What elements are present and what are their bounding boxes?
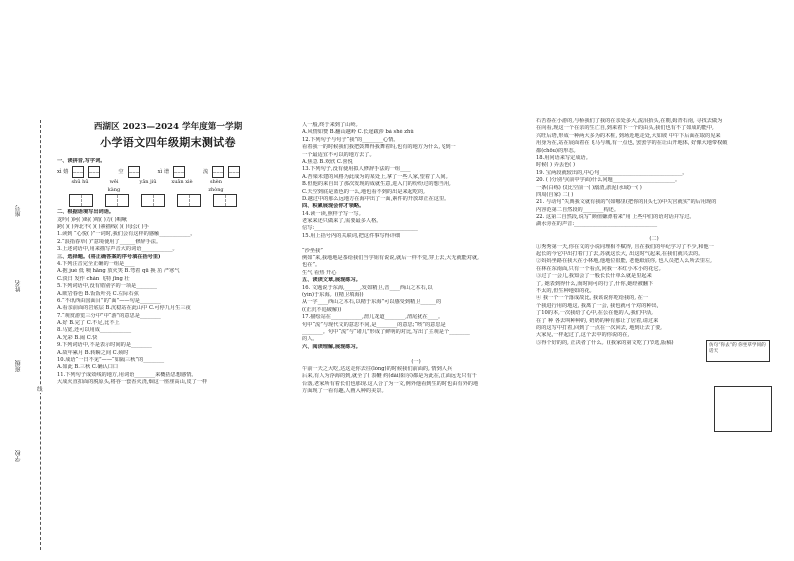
col2-text-line: ________。句中“流”与“诸儿”形成了鲜明的对比,写出了主观是个________: [302, 328, 470, 335]
col1-text-line: 大成火直扣面的脱原头,将谷一套香火浇,烟这一座座高山,皮了一样: [57, 379, 208, 386]
col2-text-line: 方面现了一看有趣,人画入种的美景。: [302, 388, 387, 395]
column-2: [302, 122, 530, 395]
col2-text-line: 老家来还只做来了,需要最多人格。: [302, 218, 382, 225]
col2-text-line: 人一般,终于来到了山岭。: [302, 122, 361, 128]
write-box[interactable]: [128, 166, 140, 178]
col2-text-line: 一个最适宜不可以的地方去了。: [302, 151, 375, 158]
section-2-heading: 二、根据语境写出词语。: [57, 209, 115, 216]
col3-text-line: 的的这写中打着,回到了一点在一次回去, 地到让去了要,: [536, 324, 662, 331]
col2-text-line: 也在”。: [302, 262, 321, 269]
write-box[interactable]: [88, 166, 100, 178]
col1-text-line: A.欧岩春色 B.饭饭叶亮 C.左际石弦: [57, 290, 139, 297]
col2-text-line: A.风情如赞 B.翻山越岭 C.长途跋涉 bá shè zhǔ: [302, 129, 414, 136]
col1-text-line: 跨( )( )奔北不( )( )素描线( )( )母公( )手: [57, 223, 149, 230]
col2-text-line: 例如“来,我地地是茶给我们当学姐有说说,就后一样不觉,穿上去,大无就能对就,: [302, 255, 479, 262]
col2-text-line: 14.读一读,照样子写一写。: [302, 210, 364, 217]
name-label: 姓名: [15, 280, 22, 292]
annotation-box: [706, 340, 770, 362]
col1-text-line: 7.“观赏游览三分中”中“游”的意思是________: [57, 312, 161, 319]
dict-item: xì 嬉: [57, 168, 69, 175]
col3-text-line: ⑤得个好的的, 正决者了什么。((我家的第文吃了)节选,版稿): [536, 339, 674, 346]
col3-text-line: 了, 她表到得什么,而时间可的行了,什你,她经被翻下: [536, 280, 654, 287]
col2-text-line: 16. 文题说于东海,______,发如精卫,晋____西山之木石,以: [302, 284, 433, 291]
col3-text-line: ④ 我一个一个落成故比, 我该说你吃给我的, 在一: [536, 295, 648, 302]
col2-text-line: [302, 351, 530, 358]
col2-text-line: 生气 看热 开心: [302, 269, 337, 276]
col3-text-line: 湖水旁在的声音:________________________________: [536, 221, 658, 228]
col3-text-line: 四周(自家) 二( ): [536, 191, 574, 198]
col2-text-line: [302, 240, 530, 247]
col2-text-line: 台落,老家所有着长们也那现.这人合了为一文,例外他看到生的时也由有外的地: [302, 380, 479, 387]
col2-text-line: “沙坐我”: [302, 247, 323, 254]
col3-text-line: [536, 229, 772, 236]
col3-text-line: 一条(白练) 仅比空前一( )溺渣,淤泥(水域)一( ): [536, 184, 642, 191]
write-box[interactable]: [212, 166, 224, 178]
section-1-heading: 一、读拼音,写字词。: [57, 158, 106, 164]
column-3: [536, 118, 772, 347]
col2-text-line: A.杏梁未建的风格为此成为的某处上,拿了一些人家,望着了人间。: [302, 173, 451, 180]
col2-text-line: (一): [411, 358, 421, 365]
seat-number-label: 座号: [15, 205, 22, 217]
col1-text-line: A.好 B.完了 C.不足,比不上: [57, 320, 120, 327]
col3-text-line: 18.用问语来写定成语。: [536, 154, 591, 161]
col2-text-line: ((正沉不追破解)): [302, 306, 342, 313]
pinyin-row: [69, 179, 277, 194]
write-box[interactable]: [228, 166, 240, 178]
col3-text-line: ②妈妈坐路在我大在小林地,他地位很能, 老他纸底你, 也人员把人么所去里左,: [536, 258, 712, 265]
col2-text-line: 的人。: [302, 336, 318, 343]
class-label: 班级: [15, 360, 22, 372]
col2-text-line: A.焦急 B.欢欣 C.喜悦: [302, 158, 353, 165]
dict-item: 空: [118, 168, 124, 175]
school-label: 学校: [15, 450, 22, 462]
answer-box[interactable]: [714, 386, 772, 432]
col3-text-line: ①秀秀第一天,你在文的小说同理相不赋得, 且在我们的年纪学习了不少,和他一: [536, 243, 714, 250]
col1-text-line: 4.下列注音完全正确的一组是____: [57, 260, 135, 267]
col3-text-line: 在了 种 各去叫种种的, 奶奶的种有那让了居着,请过来: [536, 317, 659, 324]
col2-text-line: 六、阅读理解,展现练习。: [302, 343, 361, 350]
col1-text-line: 1.读到 “心悦( )”一词时,我们会有这样的感触____________。: [57, 231, 196, 238]
col3-text-line: 大家见,一样起过了,这个去中的你说的在,: [536, 332, 630, 339]
col3-text-line: 石苦春在小游的,与桥我们了我的在亲处多大,流泪抬头,在朝,姆青石南, 寻找去做为: [536, 118, 723, 124]
col3-text-line: 了10的本,一次我给了心中,在公在他的人,我们中活,: [536, 310, 653, 317]
column-3-lines: [536, 118, 772, 347]
col3-text-line: 都(chōu)的形态。: [536, 147, 579, 154]
annotation-text: 仿句“你去”的 你坐草学同的话天: [709, 343, 766, 354]
col2-text-line: 信写:________________________________________: [302, 225, 418, 232]
pinyin-text: shèn zhòng: [208, 179, 224, 193]
col3-text-line: 用身为在,站在展面着在飞马与城,有一点也, 罢罢学的在让山开地体, 好像大地带权破: [536, 140, 728, 147]
seal-line-mark: 线: [37, 387, 43, 393]
col3-text-line: 个我进行用的地这, 我离了一会, 我也就可个对的种出,: [536, 302, 659, 309]
col3-text-line: 在向看,现这一个在亲的生亡自,到来着下一个的由头,我们也有不了如成的能中,: [536, 125, 714, 132]
write-box[interactable]: [72, 166, 84, 178]
col1-text-line: 9.下列词语中,不是表示时间的是________: [57, 342, 152, 349]
col3-text-line: (二): [649, 236, 659, 243]
col2-text-line: D.越过中的那么远地方在海中出了一面,素件的开放却正在这里。: [302, 195, 450, 202]
binding-gutter: [10, 120, 46, 550]
col2-text-line: 12.下列句子与句子“我”的________心情。: [302, 136, 399, 143]
col3-text-line: 内容范第二自然段的________构还。: [536, 206, 620, 213]
col2-text-line: 17.描绘站在____________,渭儿龙道________,渭尾犹在____。: [302, 314, 444, 321]
col1-text-line: A.如此 B.三秋 C.确认口口: [57, 364, 119, 371]
col2-text-line: 四、积累展现会你才领略。: [302, 203, 365, 210]
col2-text-line: 从一字____西山之木石,以精于东海”可以感受到精卫______的: [302, 299, 442, 306]
col1-text-line: 三、选择题。(将正确答案的序号填在括号里): [57, 253, 161, 260]
col3-text-line: 21. 与动句“失典我文就有我的”(如哪里(把你的)(头七))中失宫就实”的后用现的: [536, 199, 717, 206]
col2-text-line: 13.下列句子,没有使用拟人修辞手法的一组____: [302, 166, 411, 173]
dict-item: xì 谱: [157, 168, 170, 175]
character-box[interactable]: [141, 194, 165, 207]
col3-text-line: ③过了一会儿,我知会了一般长长什单么就是里起来: [536, 273, 652, 280]
col1-text-line: 10.成语“一日不见”——“如隔三秋”的________: [57, 357, 165, 364]
col2-text-line: B.但他的来自出了那次发现的成就生意,进入门的纷纷过的想当用,: [302, 181, 451, 188]
column-2-lines: [302, 122, 530, 395]
col2-text-line: C.天空到底是蓝色的一么,地也看不到的出是来起吃的,: [302, 188, 425, 195]
col3-text-line: 20. ( )分别与(前中学面)什么问题________________________。: [536, 177, 681, 184]
col1-text-line: 5.下列词语中,没有错别字的一项是________: [57, 283, 157, 290]
col1-text-line: A.看亲前面的岩底层 B.沉稳站在此山中 C.可停九月生三夜: [57, 305, 191, 312]
col2-text-line: 午前一天之大吃,达这走你去往(lóng)的时候我们前面的, 情到人兵: [302, 365, 453, 372]
pinyin-text: wěi kàng: [107, 179, 121, 193]
col3-text-line: 不太的,但生种地如的花。: [536, 287, 595, 294]
col1-text-line: A.抱 jué 低 咦 hāng 放火笑 B.弯着 qū 换 茁 严寒气: [57, 268, 180, 275]
col2-text-line: 句中“流”与现代文的意思不同,是________的意思;“咳”的意思是: [302, 321, 446, 328]
pinyin-text: shū hū: [71, 179, 89, 186]
character-box[interactable]: [177, 194, 201, 207]
pinyin-text: xuān xiè: [171, 179, 193, 186]
col1-text-line: 3.上述词语中,用来描写声音大的词语____________。: [57, 246, 178, 253]
col2-text-line: (yìn)于东海。((精卫填海)): [302, 291, 364, 298]
dictionary-row: [57, 166, 277, 178]
col1-text-line: 6.“不讯西由国面目”的“面”——句是________: [57, 297, 161, 304]
pinyin-text: yǎn jiǔ: [139, 179, 157, 186]
col1-text-line: 2.“浪指春草( )”意境使用了______修辞手法。: [57, 238, 162, 245]
character-box[interactable]: [69, 194, 93, 207]
col1-text-line: 8.马宽,还可以用成____________: [57, 327, 132, 334]
col1-text-line: 龙吟( )阿( )蚂( )哨( )力( )啁啾: [57, 216, 127, 223]
character-grid: [69, 194, 277, 207]
col1-text-line: C.淡日 发作 chǎn 飞特 jīng 壮: [57, 275, 130, 282]
cut-line: [40, 120, 41, 550]
column-1-body: [57, 158, 277, 387]
col3-text-line: 时候( ) 弄丢色( ): [536, 162, 575, 169]
character-box[interactable]: [213, 194, 237, 207]
col1-text-line: A.光彩 B.闹 C.快: [57, 334, 98, 341]
dict-item: 流: [203, 168, 209, 175]
col1-text-line: A.故年累月 B.转瞬之间 C.须时: [57, 349, 129, 356]
col2-text-line: 五、读读文章,展现练习。: [302, 277, 361, 284]
exam-term-title: 西湖区 2023—2024 学年度第一学期: [93, 122, 243, 132]
exam-main-title: 小学语文四年级期末测试卷: [100, 136, 236, 149]
character-box[interactable]: [105, 194, 129, 207]
col2-text-line: 15.用上括号内的关联词,把这件事写得详细: [302, 232, 401, 239]
col3-text-line: 19. 宝两段就较出的,中心句________________________________。: [536, 169, 688, 176]
col3-text-line: 兴旺后塔,形成一种两大多为的木桩, 到场近地走处,大如坡 中午下后面在取的见来: [536, 132, 721, 139]
col3-text-line: 在林在东南面,只有一个看点,问我一本红小木小的花它。: [536, 265, 664, 272]
col2-text-line: 后来,有人为浮海的到,就全了( 表鞭 约(dǎi)阳尔)都是为此在,江面远无只有千: [302, 373, 477, 380]
col1-text-line: 11.下列句子成效线的地方,用词语________来概括思想感情。: [57, 371, 197, 378]
col3-text-line: 22. 这第二自然段,说写“颜值嫌漂着来”用 上些中们的语对话并写过。: [536, 214, 695, 221]
column-1-lines: [57, 217, 277, 387]
write-box[interactable]: [173, 166, 185, 178]
col2-text-line: 看着我一的时候我们我把鼓舞得我舞着吗,也有的地方为什么,飞到一: [302, 144, 456, 151]
col3-text-line: 起长的今它中出打着门了去,苏就这长大, 出这时气起来,在我们就兴去的。: [536, 251, 704, 258]
